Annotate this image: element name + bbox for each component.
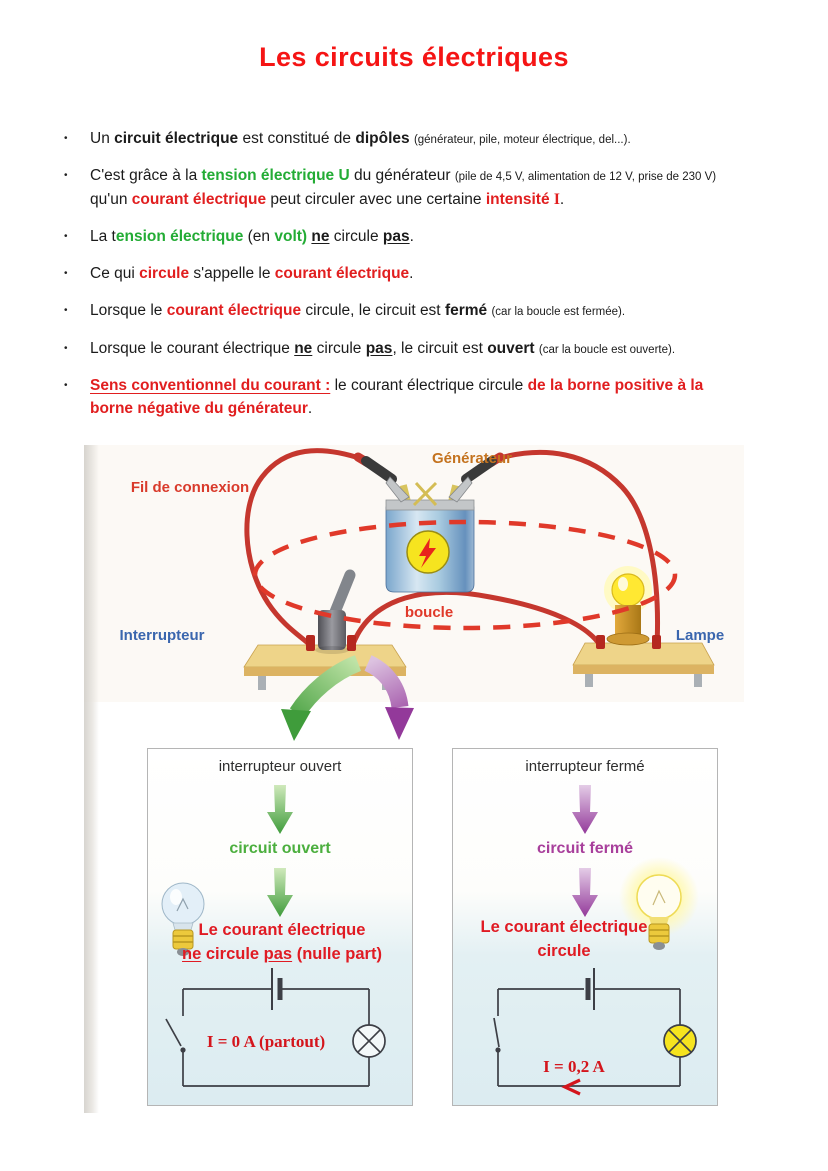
circuit-schematic-closed xyxy=(453,961,719,1096)
box-title: interrupteur ouvert xyxy=(218,758,342,775)
closed-circuit-box xyxy=(452,748,718,1106)
current-direction-arrow xyxy=(565,1080,580,1094)
text-segment: circule, le circuit est xyxy=(301,302,445,320)
circuit-state-label: circuit fermé xyxy=(536,840,634,857)
bullet-item xyxy=(64,262,800,299)
purple-arrow-icon xyxy=(570,868,600,918)
text-segment: I xyxy=(553,190,560,208)
text-segment: intensité xyxy=(485,190,554,208)
green-arrow-icon xyxy=(265,785,295,835)
scan-edge-shadow xyxy=(84,445,99,1113)
bullet-text xyxy=(90,225,414,248)
circuit-schematic-open xyxy=(148,961,414,1096)
text-segment: ne xyxy=(311,227,330,245)
lamp-symbol xyxy=(353,1025,385,1057)
bullet-item xyxy=(64,127,800,164)
text-segment: . xyxy=(409,227,414,245)
label-switch: Interrupteur xyxy=(119,627,205,644)
label-generator: Générateur xyxy=(431,450,513,467)
text-segment: (car la boucle est fermée). xyxy=(491,306,626,319)
bullet-text xyxy=(90,299,625,322)
text-segment: pas xyxy=(365,339,393,357)
green-arrow-icon xyxy=(265,868,295,918)
text-segment: Lorsque le courant électrique xyxy=(90,339,295,357)
text-segment: circule xyxy=(537,941,591,960)
text-segment: volt) xyxy=(274,227,308,245)
bullet-text xyxy=(90,337,675,360)
text-segment: courant électrique xyxy=(131,190,267,208)
text-segment: s'appelle le xyxy=(189,265,275,282)
text-segment: Ce qui xyxy=(90,265,140,282)
box-title: interrupteur fermé xyxy=(525,758,645,775)
bullet-marker: • xyxy=(64,305,68,317)
text-segment: borne négative du générateur xyxy=(90,400,308,417)
text-segment: courant électrique xyxy=(166,302,302,320)
text-segment: dipôles xyxy=(355,130,414,147)
bullet-marker: • xyxy=(64,170,68,182)
text-segment: C'est grâce à la xyxy=(90,167,202,185)
text-segment: du générateur xyxy=(349,167,455,185)
text-segment: La t xyxy=(90,227,116,245)
label-wire: Fil de connexion xyxy=(130,479,250,496)
text-segment: (car la boucle est ouverte). xyxy=(538,343,676,356)
purple-arrow-icon xyxy=(570,785,600,835)
switch-symbol-open xyxy=(166,1019,181,1046)
bullet-item xyxy=(64,374,800,435)
label-loop: boucle xyxy=(404,604,454,621)
box-text xyxy=(453,916,675,964)
text-segment: est constitué de xyxy=(238,130,356,147)
text-segment: Le courant électrique xyxy=(198,921,366,939)
text-segment: Un xyxy=(90,130,115,147)
bullet-text xyxy=(90,374,703,421)
text-segment: . xyxy=(559,190,565,208)
text-segment: circule xyxy=(329,227,383,245)
text-segment: ne xyxy=(294,339,313,357)
text-segment: pas xyxy=(382,227,410,245)
circuit-photo-illustration xyxy=(0,445,828,747)
bullet-marker: • xyxy=(64,268,68,279)
text-segment: Sens conventionnel du courant : xyxy=(90,376,331,394)
text-segment: . xyxy=(409,265,414,282)
text-segment: courant électrique xyxy=(274,265,410,282)
text-segment: fermé xyxy=(444,302,492,320)
text-segment: de la borne positive à la xyxy=(527,376,704,394)
text-segment: (générateur, pile, moteur électrique, del...). xyxy=(413,134,631,146)
text-segment: Lorsque le xyxy=(90,302,167,320)
text-segment: , le circuit est xyxy=(392,339,488,357)
bullet-item xyxy=(64,337,800,374)
text-segment: (pile de 4,5 V, alimentation de 12 V, prise de 230 V) xyxy=(454,171,717,184)
bullet-marker: • xyxy=(64,133,68,144)
switch-symbol-closed xyxy=(494,1018,499,1047)
bullet-item xyxy=(64,164,800,225)
open-circuit-box xyxy=(147,748,413,1106)
text-segment: Le courant électrique xyxy=(480,918,648,936)
text-segment: circule xyxy=(312,339,366,357)
bullet-item xyxy=(64,299,800,336)
text-segment: peut circuler avec une certaine xyxy=(266,190,486,208)
current-value-label: I = 0,2 A xyxy=(543,1057,605,1076)
label-lamp: Lampe xyxy=(675,627,725,644)
bullet-list xyxy=(0,127,828,434)
bullet-marker: • xyxy=(64,379,68,391)
bullet-text xyxy=(90,127,631,150)
bullet-item xyxy=(64,225,800,262)
lamp-symbol xyxy=(664,1025,696,1057)
text-segment: circule xyxy=(139,265,190,282)
text-segment: ne xyxy=(182,944,202,963)
text-segment: (nulle part) xyxy=(292,944,382,963)
text-segment: pas xyxy=(263,944,293,963)
box-text xyxy=(166,919,398,967)
bullet-marker: • xyxy=(64,342,68,354)
bullet-text xyxy=(90,262,413,285)
bullet-text xyxy=(90,164,716,211)
current-value-label: I = 0 A (partout) xyxy=(206,1032,326,1051)
bullet-marker: • xyxy=(64,230,68,242)
circuit-state-label: circuit ouvert xyxy=(229,840,331,857)
text-segment: . xyxy=(307,400,313,417)
text-segment: circule xyxy=(201,944,264,963)
text-segment: (en xyxy=(243,227,275,245)
text-segment: ouvert xyxy=(487,339,539,357)
text-segment: ension électrique xyxy=(115,227,244,245)
text-segment: circuit électrique xyxy=(114,130,239,147)
text-segment: tension électrique U xyxy=(201,167,350,185)
text-segment: le courant électrique circule xyxy=(330,376,528,394)
text-segment: qu'un xyxy=(90,190,132,208)
page-title: Les circuits électriques xyxy=(259,42,569,72)
